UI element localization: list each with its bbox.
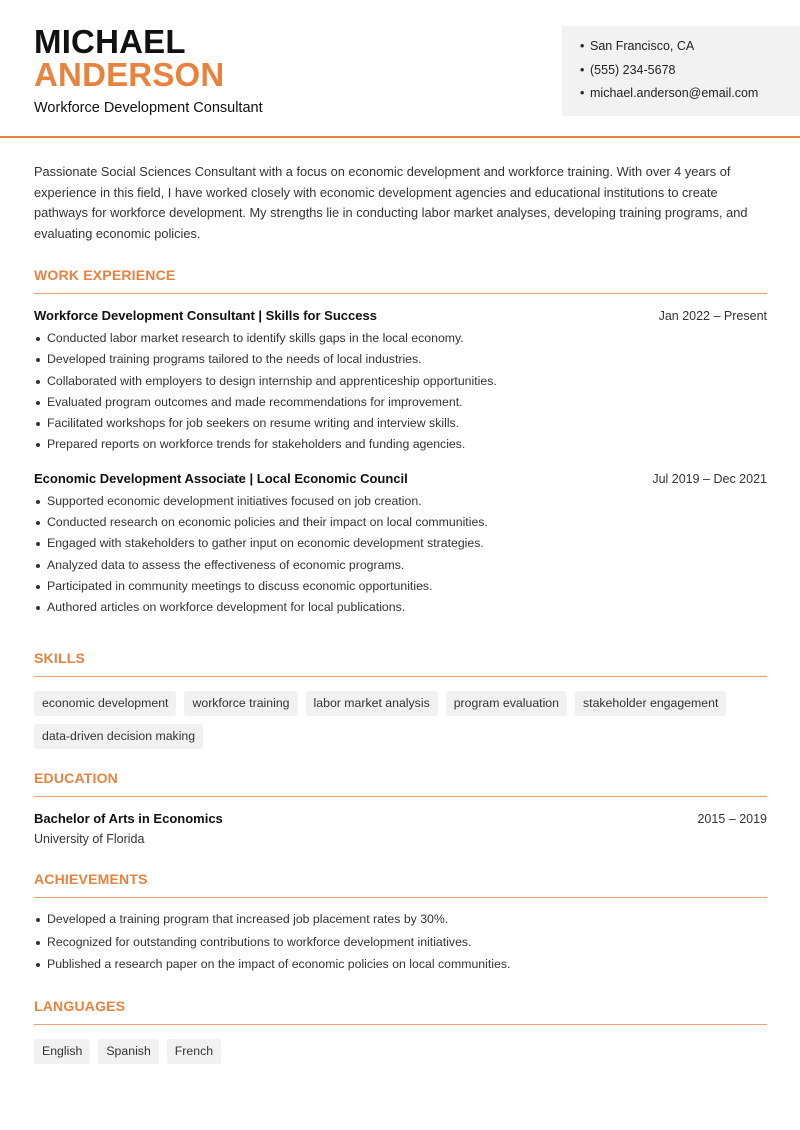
job-bullets: [34, 494, 767, 622]
bullet-icon: •: [580, 86, 585, 100]
contact-phone: [580, 64, 800, 88]
skill-chip: stakeholder engagement: [575, 691, 726, 716]
job-dates: Jul 2019 – Dec 2021: [652, 471, 767, 486]
list-item: Participated in community meetings to discuss economic opportunities.: [34, 579, 767, 600]
list-item: Conducted labor market research to identify skills gaps in the local economy.: [34, 331, 767, 352]
skill-chip: data-driven decision making: [34, 724, 203, 749]
list-item: Prepared reports on workforce trends for stakeholders and funding agencies.: [34, 437, 767, 458]
job-header: [34, 471, 767, 486]
bullet-icon: •: [580, 39, 585, 53]
skill-chip: economic development: [34, 691, 176, 716]
list-item: Evaluated program outcomes and made recommendations for improvement.: [34, 395, 767, 416]
section-title-languages: LANGUAGES: [34, 998, 767, 1025]
last-name: ANDERSON: [34, 56, 225, 93]
list-item: Conducted research on economic policies and their impact on local communities.: [34, 515, 767, 536]
list-item: Published a research paper on the impact of economic policies on local communities.: [34, 957, 767, 980]
bullet-icon: •: [580, 62, 585, 77]
resume-header: [0, 0, 800, 138]
job-heading: Workforce Development Consultant | Skills for Success: [34, 308, 377, 323]
list-item: Engaged with stakeholders to gather input on economic development strategies.: [34, 536, 767, 557]
skill-chip: program evaluation: [446, 691, 567, 716]
list-item: Developed training programs tailored to the needs of local industries.: [34, 352, 767, 373]
section-title-achievements: ACHIEVEMENTS: [34, 871, 767, 898]
job-heading: Economic Development Associate | Local Economic Council: [34, 470, 408, 486]
education-section: [34, 770, 767, 846]
education-header: [34, 811, 767, 826]
section-title-skills: SKILLS: [34, 650, 767, 677]
school-name: University of Florida: [34, 832, 145, 846]
language-chip: French: [167, 1039, 221, 1064]
work-experience-section: [34, 267, 767, 622]
skills-section: [34, 650, 767, 749]
skills-chips: [34, 691, 734, 749]
job-bullets: [34, 331, 767, 459]
contact-location: [580, 40, 800, 64]
list-item: Analyzed data to assess the effectiveness of economic programs.: [34, 558, 767, 579]
section-title-work: WORK EXPERIENCE: [34, 267, 767, 294]
contact-box: [562, 26, 800, 116]
achievements-section: [34, 871, 767, 980]
summary-section: [34, 162, 767, 244]
headline-title: Workforce Development Consultant: [34, 100, 263, 116]
education-years: 2015 – 2019: [697, 812, 767, 826]
location-text: San Francisco, CA: [590, 39, 695, 53]
list-item: Authored articles on workforce development for local publications.: [34, 600, 767, 621]
language-chips: [34, 1039, 734, 1064]
list-item: Facilitated workshops for job seekers on resume writing and interview skills.: [34, 416, 767, 437]
degree-text: Bachelor of Arts in Economics: [34, 811, 223, 826]
job-header: [34, 308, 767, 323]
list-item: Supported economic development initiatives focused on job creation.: [34, 494, 767, 515]
achievements-list: [34, 912, 767, 980]
summary-text: Passionate Social Sciences Consultant with a focus on economic development and workforce training. With over 4 years of experience in this field, I have worked closely with economic development agencies and educational institutions to create pathways for workforce development. My strengths lie in conducting labor market analyses, developing training programs, and evaluating economic policies.: [34, 164, 748, 241]
skill-chip: labor market analysis: [306, 691, 438, 716]
list-item: Collaborated with employers to design internship and apprenticeship opportunities.: [34, 374, 767, 395]
phone-text: (555) 234-5678: [590, 62, 676, 77]
list-item: Recognized for outstanding contributions to workforce development initiatives.: [34, 935, 767, 958]
email-text: michael.anderson@email.com: [590, 86, 759, 100]
section-title-education: EDUCATION: [34, 770, 767, 797]
language-chip: Spanish: [98, 1039, 158, 1064]
contact-email: [580, 87, 800, 111]
skill-chip: workforce training: [184, 691, 297, 716]
first-name: MICHAEL: [34, 23, 186, 60]
languages-section: [34, 998, 767, 1064]
language-chip: English: [34, 1039, 90, 1064]
job-dates: Jan 2022 – Present: [658, 309, 767, 323]
list-item: Developed a training program that increased job placement rates by 30%.: [34, 912, 767, 935]
